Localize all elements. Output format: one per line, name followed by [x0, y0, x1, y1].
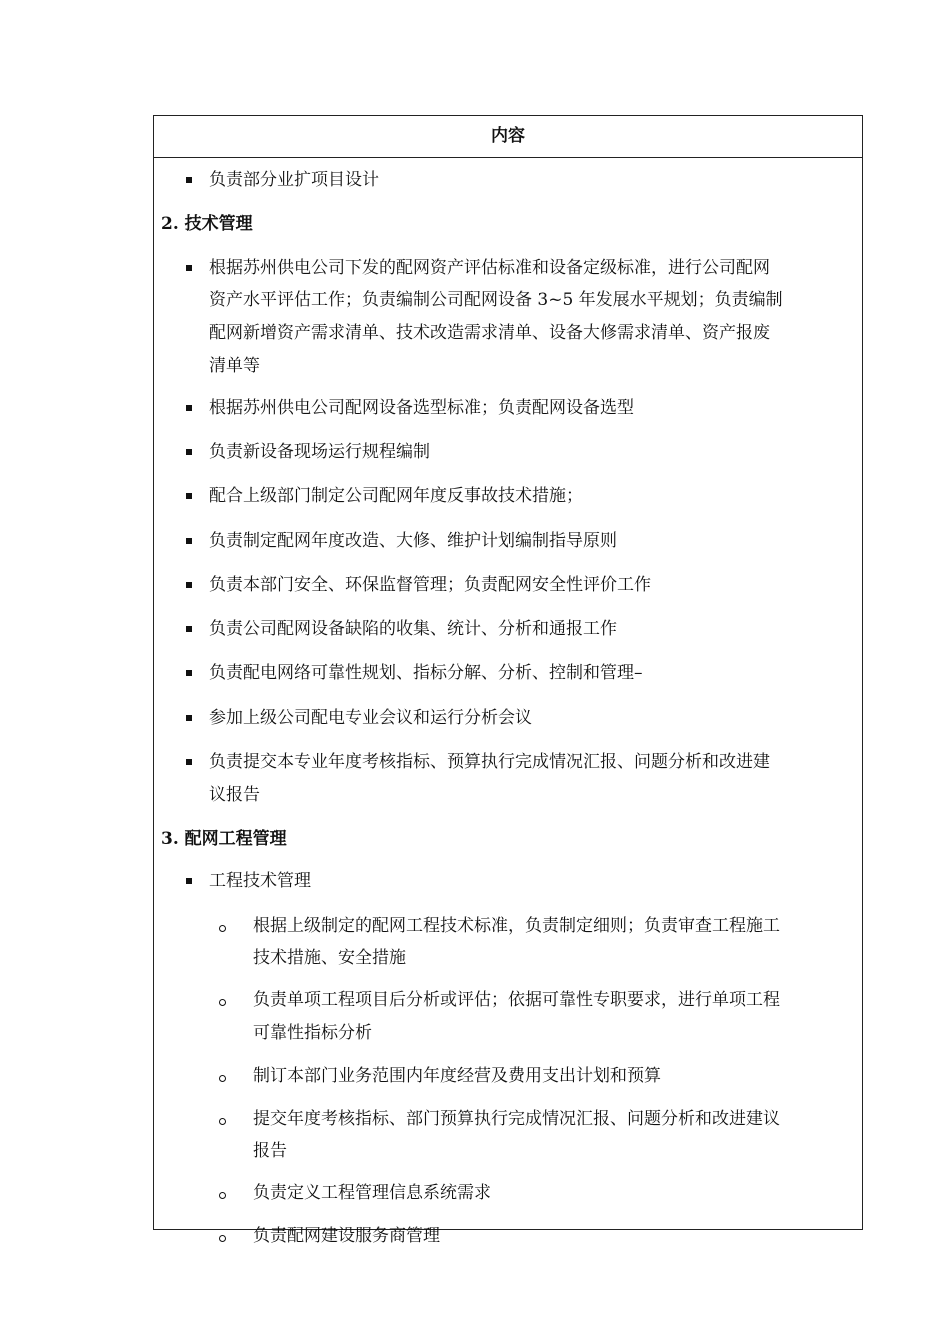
list-item: 参加上级公司配电专业会议和运行分析会议: [209, 708, 532, 728]
circle-bullet-icon: [219, 1192, 226, 1199]
list-item: 根据苏州供电公司配网设备选型标准；负责配网设备选型: [209, 398, 634, 418]
sub-list-item: 根据上级制定的配网工程技术标准，负责制定细则；负责审查工程施工: [253, 916, 780, 936]
list-item: 负责提交本专业年度考核指标、预算执行完成情况汇报、问题分析和改进建: [209, 752, 770, 772]
circle-bullet-icon: [219, 925, 226, 932]
square-bullet-icon: [186, 759, 192, 765]
list-item: 清单等: [209, 356, 260, 376]
square-bullet-icon: [186, 582, 192, 588]
section-heading: 2. 技术管理: [161, 214, 253, 234]
list-item: 配网新增资产需求清单、技术改造需求清单、设备大修需求清单、资产报废: [209, 323, 770, 343]
square-bullet-icon: [186, 878, 192, 884]
circle-bullet-icon: [219, 1118, 226, 1125]
square-bullet-icon: [186, 177, 192, 183]
sub-list-item: 负责配网建设服务商管理: [253, 1226, 440, 1246]
list-item: 配合上级部门制定公司配网年度反事故技术措施；: [209, 486, 583, 506]
list-item: 负责本部门安全、环保监督管理；负责配网安全性评价工作: [209, 575, 651, 595]
sub-list-item: 负责定义工程管理信息系统需求: [253, 1183, 491, 1203]
list-item: 根据苏州供电公司下发的配网资产评估标准和设备定级标准，进行公司配网: [209, 258, 770, 278]
square-bullet-icon: [186, 493, 192, 499]
list-item: 工程技术管理: [209, 871, 311, 891]
square-bullet-icon: [186, 670, 192, 676]
sub-list-item: 可靠性指标分析: [253, 1023, 372, 1043]
section-heading: 3. 配网工程管理: [161, 829, 287, 849]
list-item: 负责新设备现场运行规程编制: [209, 442, 430, 462]
table-header: 内容: [154, 116, 862, 158]
list-item: 负责公司配网设备缺陷的收集、统计、分析和通报工作: [209, 619, 617, 639]
list-item: 资产水平评估工作；负责编制公司配网设备 3~5 年发展水平规划；负责编制: [209, 290, 783, 310]
square-bullet-icon: [186, 715, 192, 721]
sub-list-item: 提交年度考核指标、部门预算执行完成情况汇报、问题分析和改进建议: [253, 1109, 780, 1129]
square-bullet-icon: [186, 538, 192, 544]
list-item: 负责部分业扩项目设计: [209, 170, 379, 190]
circle-bullet-icon: [219, 1235, 226, 1242]
list-item: 负责制定配网年度改造、大修、维护计划编制指导原则: [209, 531, 617, 551]
sub-list-item: 负责单项工程项目后分析或评估；依据可靠性专职要求，进行单项工程: [253, 990, 780, 1010]
square-bullet-icon: [186, 626, 192, 632]
sub-list-item: 报告: [253, 1141, 287, 1161]
sub-list-item: 技术措施、安全措施: [253, 948, 406, 968]
list-item: 议报告: [209, 785, 260, 805]
circle-bullet-icon: [219, 999, 226, 1006]
square-bullet-icon: [186, 449, 192, 455]
circle-bullet-icon: [219, 1075, 226, 1082]
square-bullet-icon: [186, 405, 192, 411]
sub-list-item: 制订本部门业务范围内年度经营及费用支出计划和预算: [253, 1066, 661, 1086]
list-item: 负责配电网络可靠性规划、指标分解、分析、控制和管理–: [209, 663, 643, 683]
square-bullet-icon: [186, 265, 192, 271]
